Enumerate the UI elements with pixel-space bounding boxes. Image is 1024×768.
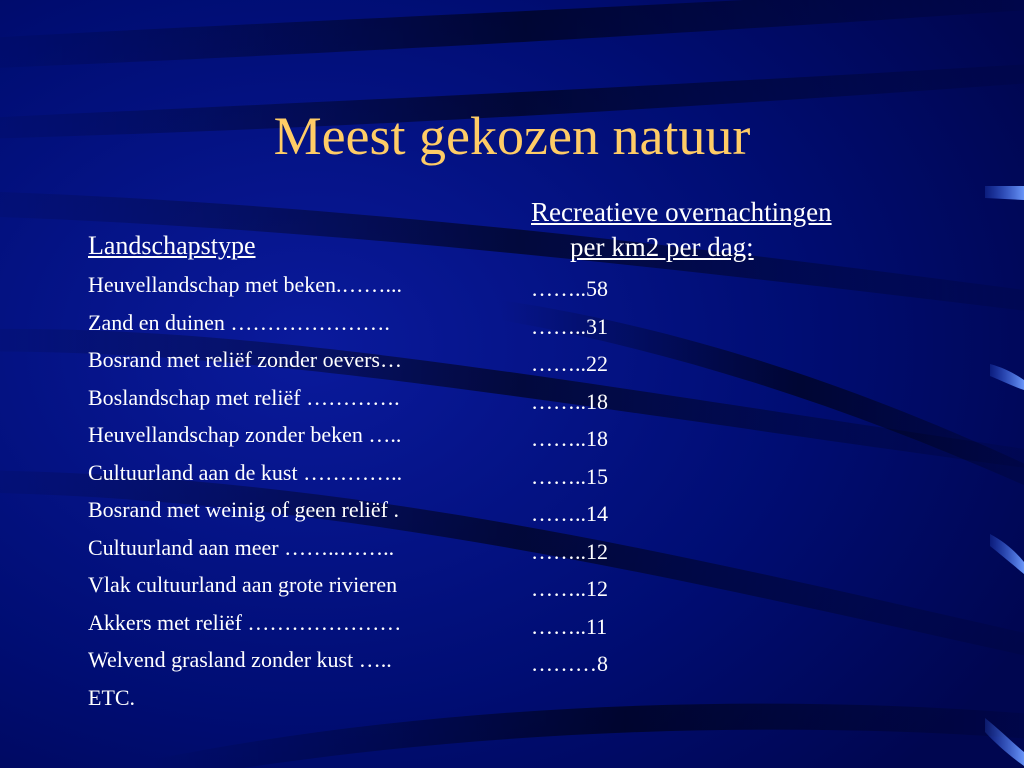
overnight-stays-value: ……..12	[531, 538, 608, 564]
landscape-type-row: Cultuurland aan de kust …………..	[88, 459, 403, 485]
landscape-type-row: Bosrand met reliëf zonder oevers…	[88, 347, 402, 372]
landscape-type-row: Welvend grasland zonder kust …..	[88, 647, 392, 672]
landscape-type-header: Landschapstype	[88, 231, 256, 260]
overnight-stays-value: ……..12	[531, 576, 608, 601]
overnight-stays-value: ……..11	[531, 613, 608, 639]
overnight-stays-value: ………8	[531, 651, 608, 676]
landscape-type-row: ETC.	[88, 684, 136, 710]
overnight-stays-header-line2: per km2 per dag:	[570, 232, 754, 262]
landscape-type-list	[88, 266, 518, 716]
landscape-type-row: Zand en duinen ………………….	[88, 309, 390, 335]
slide-title: Meest gekozen natuur	[273, 106, 751, 166]
overnight-stays-column	[531, 195, 931, 683]
overnight-stays-value: ……..18	[531, 426, 608, 451]
landscape-type-row: Vlak cultuurland aan grote rivieren	[88, 572, 398, 597]
overnight-stays-value: ……..15	[531, 463, 608, 489]
landscape-type-row: Bosrand met weinig of geen reliëf .	[88, 497, 399, 522]
overnight-stays-value: ……..22	[531, 351, 608, 376]
landscape-type-row: Heuvellandschap met beken.……...	[88, 272, 403, 297]
overnight-stays-value: ……..18	[531, 388, 608, 414]
overnight-stays-header-line1: Recreatieve overnachtingen	[531, 197, 832, 227]
landscape-type-column	[88, 226, 518, 716]
landscape-type-row: Cultuurland aan meer ……..……..	[88, 534, 395, 560]
landscape-type-row: Heuvellandschap zonder beken …..	[88, 422, 402, 447]
overnight-stays-value: ……..58	[531, 276, 608, 301]
landscape-type-row: Akkers met reliëf …………………	[88, 609, 402, 635]
overnight-stays-list	[531, 270, 931, 683]
overnight-stays-header	[531, 195, 931, 265]
overnight-stays-value: ……..31	[531, 313, 608, 339]
overnight-stays-value: ……..14	[531, 501, 608, 526]
landscape-type-row: Boslandschap met reliëf ………….	[88, 384, 400, 410]
